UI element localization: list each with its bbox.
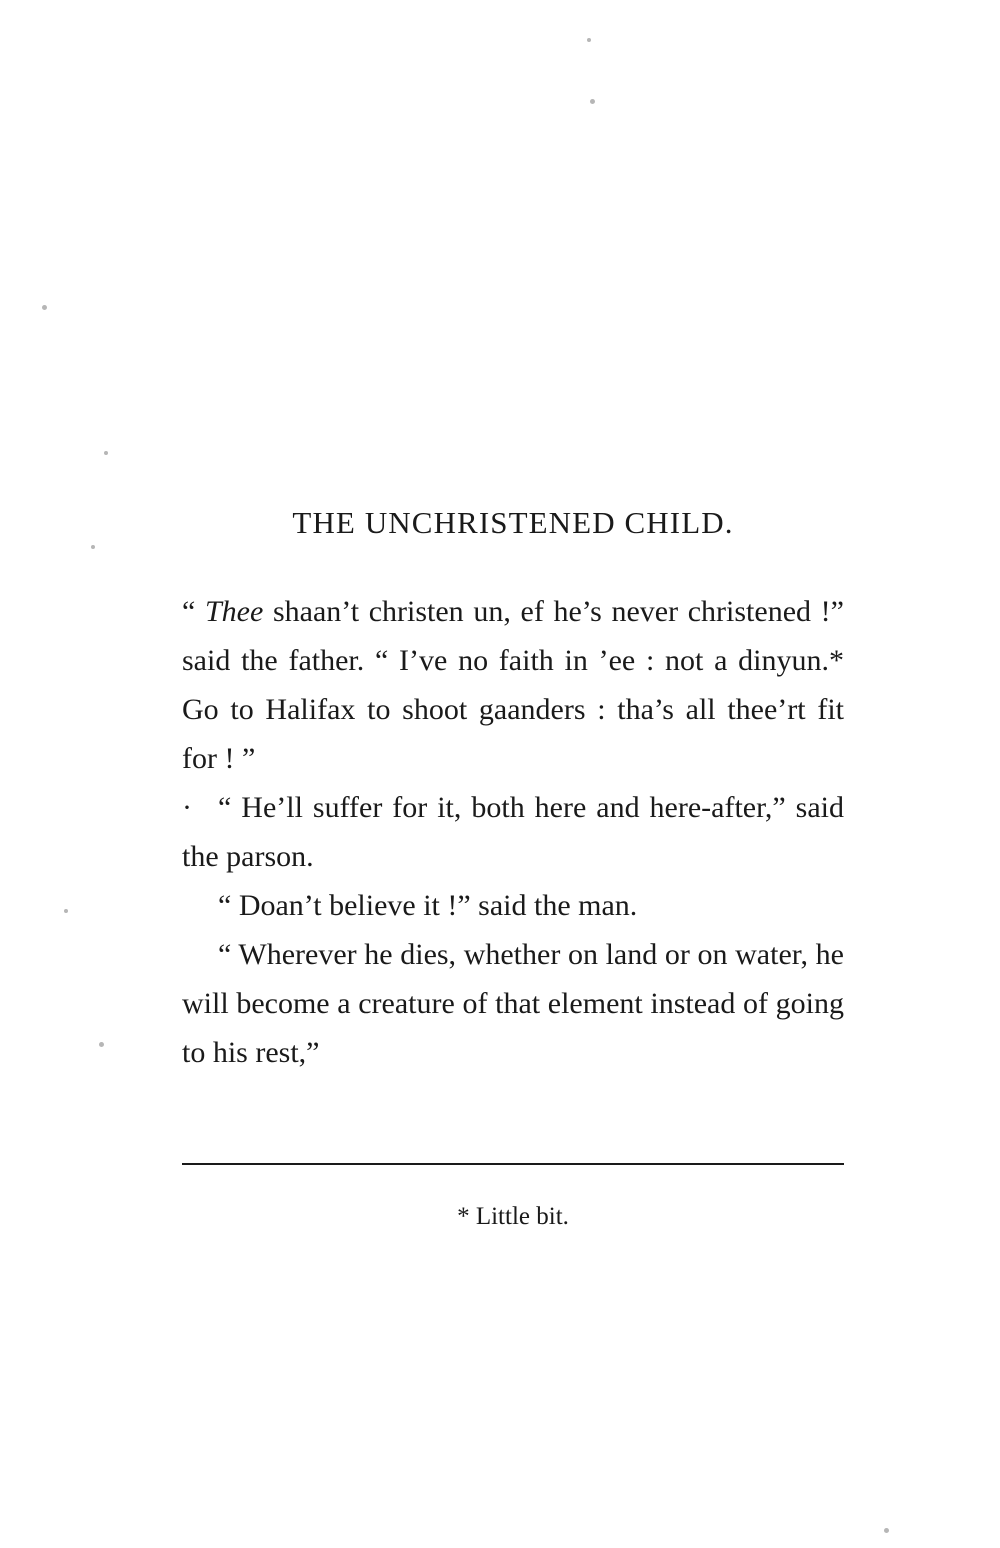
paragraph-1 xyxy=(182,587,844,783)
page-speck xyxy=(104,451,108,455)
page-speck xyxy=(42,305,47,310)
open-quote: “ xyxy=(182,595,205,628)
page-title: THE UNCHRISTENED CHILD. xyxy=(292,505,734,540)
body-text xyxy=(182,505,844,1077)
leading-dot-mark: · xyxy=(182,791,192,824)
paragraph-2-text: “ He’ll suffer for it, both here and here-after,” said the parson. xyxy=(182,791,844,873)
paragraph-4: “ Wherever he dies, whether on land or on water, he will become a creature of that element instead of going to his rest,” xyxy=(182,938,844,1069)
emphasis-thee: Thee xyxy=(204,595,264,628)
paragraph-3: “ Doan’t believe it !” said the man. xyxy=(218,889,638,922)
page-speck xyxy=(884,1528,889,1533)
page-speck xyxy=(99,1042,104,1047)
footnote-text: * Little bit. xyxy=(457,1203,569,1230)
paragraph-2 xyxy=(182,783,844,881)
paragraph-1-text: shaan’t christen un, ef he’s never christened !” said the father. “ I’ve no faith in ’ee : not a dinyun.* Go to Halifax to shoot gaanders : tha’s all thee’rt fit for ! ” xyxy=(182,595,844,775)
page-speck xyxy=(91,545,95,549)
page-speck xyxy=(587,38,591,42)
page-speck xyxy=(590,99,595,104)
footnote-divider xyxy=(182,1163,844,1165)
page-speck xyxy=(64,909,68,913)
